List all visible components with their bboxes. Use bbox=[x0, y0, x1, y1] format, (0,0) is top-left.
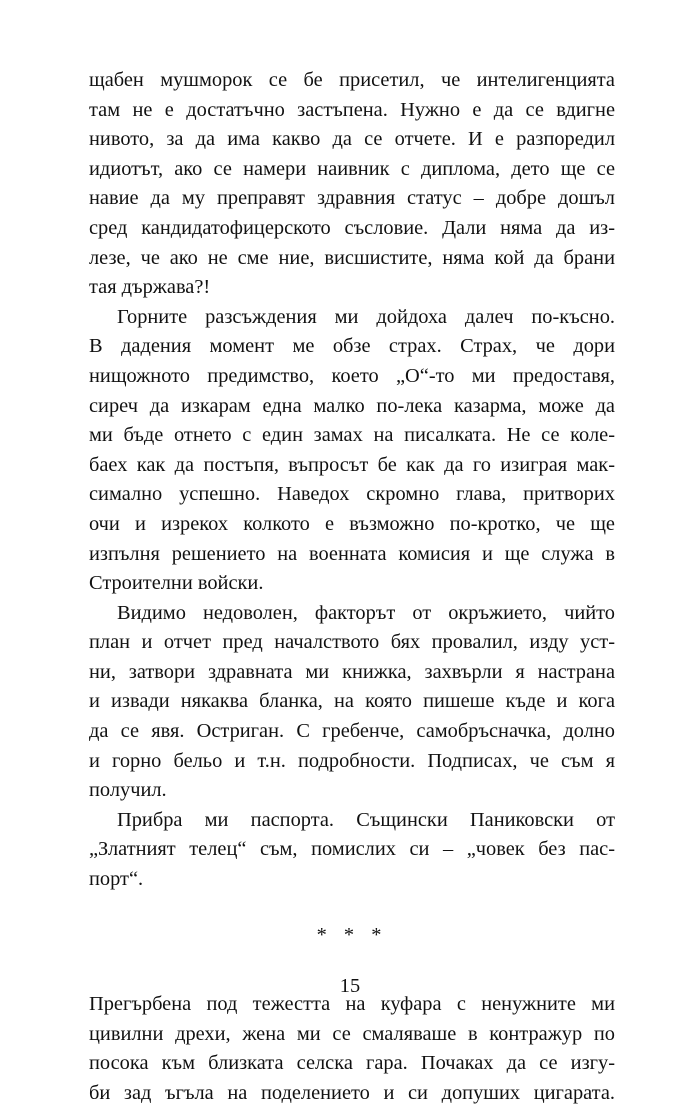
text-line: цивилни дрехи, жена ми се смаляваше в контражур по bbox=[89, 1022, 615, 1045]
text-line: баех как да постъпя, въпросът бе как да го изиграя мак- bbox=[89, 453, 615, 476]
text-line: би зад ъгъла на поделението и си допуших цигарата. bbox=[89, 1082, 615, 1104]
paragraph bbox=[89, 806, 615, 895]
text-line: изпълня решението на военната комисия и ще служа в bbox=[89, 542, 615, 565]
text-line: нивото, за да има какво да се отчете. И е разпоредил bbox=[89, 128, 615, 151]
text-line: щабен мушморок се бе присетил, че интелигенцията bbox=[89, 69, 615, 91]
text-line: да се явя. Остриган. С гребенче, самобръсначка, долно bbox=[89, 720, 615, 743]
text-line: нищожното предимство, което „О“-то ми предоставя, bbox=[89, 364, 615, 387]
text-line: Прибра ми паспорта. Същински Паниковски от bbox=[117, 808, 615, 831]
text-line: там не е достатъчно застъпена. Нужно е да се вдигне bbox=[89, 98, 615, 121]
text-line: „Златният телец“ съм, помислих си – „човек без пас- bbox=[89, 838, 615, 861]
page-text bbox=[89, 66, 615, 1109]
text-line: очи и изрекох колкото е възможно по-кротко, че ще bbox=[89, 512, 615, 535]
text-line: сред кандидатофицерското съсловие. Дали няма да из- bbox=[89, 216, 615, 239]
paragraph bbox=[89, 599, 615, 806]
paragraph bbox=[89, 990, 615, 1108]
text-block-after-separator bbox=[89, 990, 615, 1108]
page-number: 15 bbox=[339, 975, 361, 997]
paragraph bbox=[89, 66, 615, 303]
text-line: посока към близката селска гара. Почаках да се изгу- bbox=[89, 1052, 615, 1075]
paragraph bbox=[89, 303, 615, 599]
text-line: порт“. bbox=[89, 868, 144, 891]
text-line: Прегърбена под тежестта на куфара с ненужните ми bbox=[89, 993, 615, 1016]
text-line: и извади някаква бланка, на която пишеше къде и кога bbox=[89, 690, 615, 713]
text-line: лезе, че ако не сме ние, висшистите, няма кой да брани bbox=[89, 246, 615, 269]
text-line: тая държава?! bbox=[89, 276, 211, 299]
text-line: симално успешно. Наведох скромно глава, притворих bbox=[89, 483, 615, 506]
section-separator: * * * bbox=[316, 923, 388, 946]
text-line: идиотът, ако се намери наивник с диплома, дето ще се bbox=[89, 157, 615, 180]
text-line: получил. bbox=[89, 779, 167, 802]
text-line: Строителни войски. bbox=[89, 572, 264, 595]
text-line: план и отчет пред началството бях провалил, изду уст- bbox=[89, 631, 615, 654]
text-line: ни, затвори здравната ми книжка, захвърли я настрана bbox=[89, 660, 615, 683]
text-line: Видимо недоволен, факторът от окръжието, чийто bbox=[117, 601, 615, 624]
text-line: ми бъде отнето с един замах на писалката. Не се коле- bbox=[89, 424, 615, 447]
text-line: и горно бельо и т.н. подробности. Подписах, че съм я bbox=[89, 749, 615, 772]
text-line: навие да му преправят здравния статус – добре дошъл bbox=[89, 187, 615, 210]
text-line: В дадения момент ме обзе страх. Страх, че дори bbox=[89, 335, 615, 358]
text-block-before-separator bbox=[89, 66, 615, 895]
text-line: Горните разсъждения ми дойдоха далеч по-късно. bbox=[117, 305, 615, 328]
text-line: сиреч да изкарам една малко по-лека казарма, може да bbox=[89, 394, 615, 417]
